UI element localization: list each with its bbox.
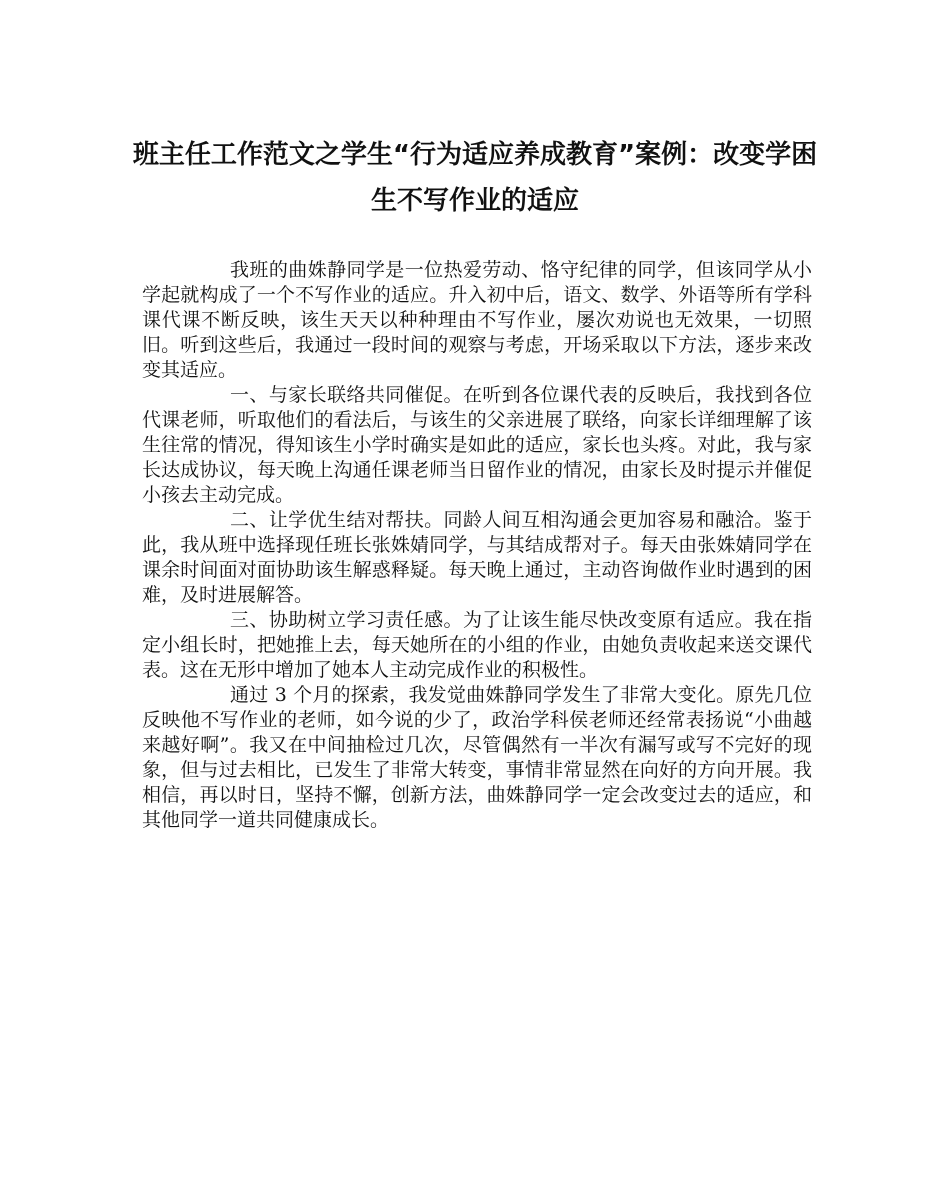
paragraph-method-3: 三、协助树立学习责任感。为了让该生能尽快改变原有适应。我在指定小组长时，把她推上去，每天她所在的小组的作业，由她负责收起来送交课代表。这在无形中增加了她本人主动完成作业的积极性。 <box>142 609 812 681</box>
document-title: 班主任工作范文之学生“行为适应养成教育”案例：改变学困生不写作业的适应 <box>132 140 818 216</box>
paragraph-conclusion: 通过 3 个月的探索，我发觉曲姝静同学发生了非常大变化。原先几位反映他不写作业的老师，如今说的少了，政治学科侯老师还经常表扬说“小曲越来越好啊”。我又在中间抽检过几次，尽管偶然有一半次有漏写或写不完好的现象，但与过去相比，已发生了非常大转变，事情非常显然在向好的方向开展。我相信，再以时日，坚持不懈，创新方法，曲姝静同学一定会改变过去的适应，和其他同学一道共同健康成长。 <box>142 684 812 831</box>
paragraph-intro: 我班的曲姝静同学是一位热爱劳动、恪守纪律的同学，但该同学从小学起就构成了一个不写作业的适应。升入初中后，语文、数学、外语等所有学科课代课不断反映，该生天天以种种理由不写作业，屡次劝说也无效果，一切照旧。听到这些后，我通过一段时间的观察与考虑，开场采取以下方法，逐步来改变其适应。 <box>142 259 812 381</box>
document-body <box>142 258 812 833</box>
paragraph-method-1: 一、与家长联络共同催促。在听到各位课代表的反映后，我找到各位代课老师，听取他们的看法后，与该生的父亲进展了联络，向家长详细理解了该生往常的情况，得知该生小学时确实是如此的适应，家长也头疼。对此，我与家长达成协议，每天晚上沟通任课老师当日留作业的情况，由家长及时提示并催促小孩去主动完成。 <box>142 384 812 506</box>
paragraph-method-2: 二、让学优生结对帮扶。同龄人间互相沟通会更加容易和融洽。鉴于此，我从班中选择现任班长张姝婧同学，与其结成帮对子。每天由张姝婧同学在课余时间面对面协助该生解惑释疑。每天晚上通过，主动咨询做作业时遇到的困难，及时进展解答。 <box>142 509 812 606</box>
